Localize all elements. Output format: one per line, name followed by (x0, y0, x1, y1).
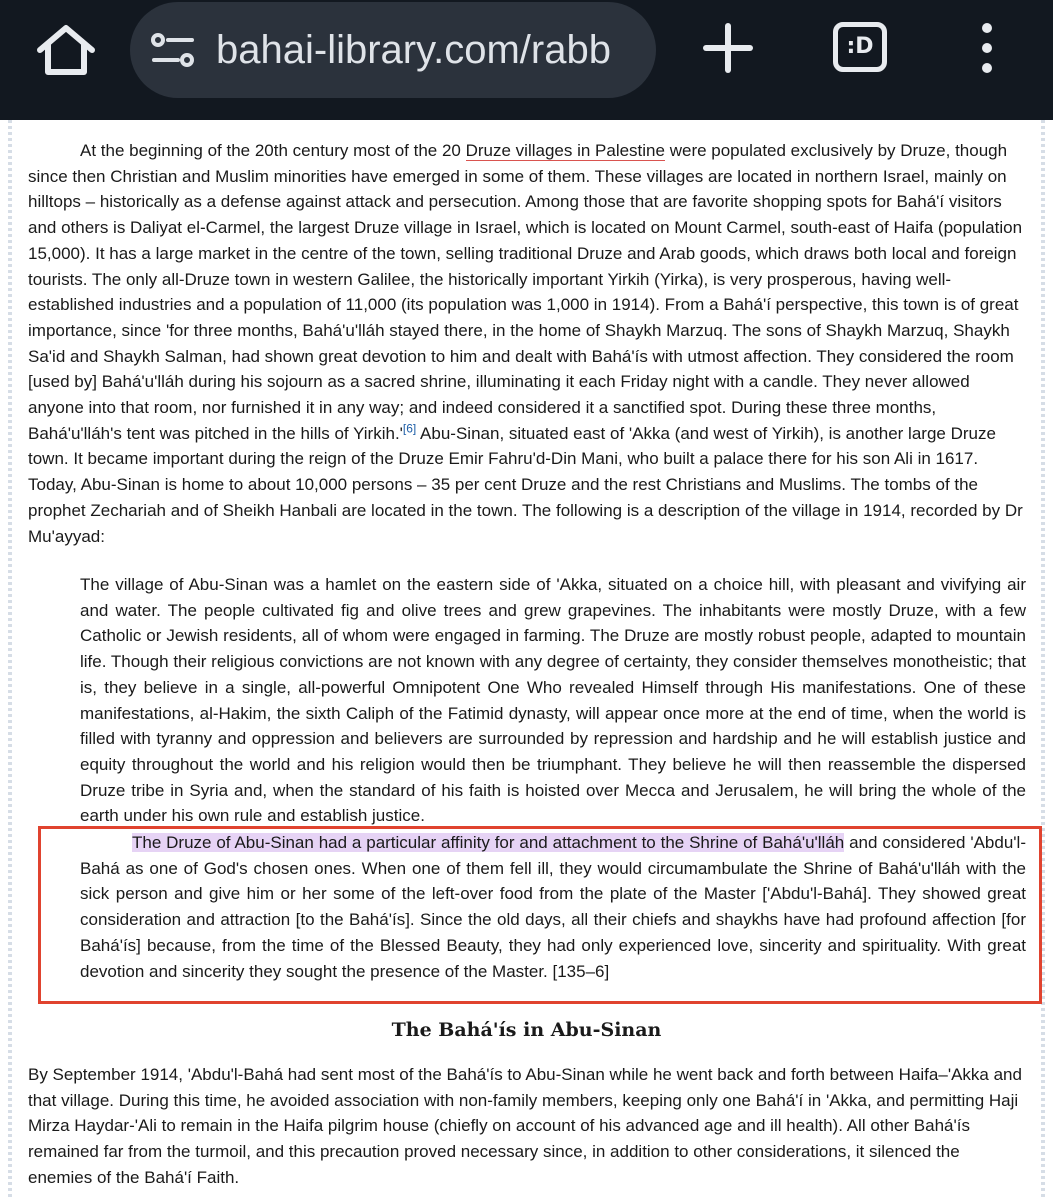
article-paragraph-1 (28, 138, 1024, 549)
new-tab-button[interactable] (700, 20, 756, 76)
highlighted-text: The Druze of Abu-Sinan had a particular affinity for and attachment to the Shrine of Bahá'u'lláh (132, 833, 845, 852)
browser-toolbar (0, 0, 1053, 120)
site-info-icon[interactable] (150, 28, 196, 72)
paragraph-text: At the beginning of the 20th century most of the 20 (80, 141, 466, 160)
block-quote-2 (80, 830, 1026, 984)
tab-switcher-button[interactable] (833, 22, 887, 72)
paragraph-text: were populated exclusively by Druze, though since then Christian and Muslim minorities have emerged in some of them. These villages are located in northern Israel, mainly on hilltops – historically as a defense against attack and persecution. Among those that are favorite shopping spots for Bahá'í visitors and others is Daliyat el-Carmel, the largest Druze village in Israel, which is located on Mount Carmel, south-east of Haifa (population 15,000). It has a large market in the centre of the town, selling traditional Druze and Arab goods, which draws both local and foreign tourists. The only all-Druze town in western Galilee, the historically important Yirkih (Yirka), is very prosperous, having well-established industries and a population of 11,000 (its population was 1,000 in 1914). From a Bahá'í perspective, this town is of great importance, since 'for three months, Bahá'u'lláh stayed there, in the home of Shaykh Marzuq. The sons of Shaykh Marzuq, Shaykh Sa'id and Shaykh Salman, had shown great devotion to him and dealt with Bahá'ís with utmost affection. They considered the room [used by] Bahá'u'lláh during his sojourn as a sacred shrine, illuminating it each Friday night with a candle. They never allowed anyone into that room, nor furnished it in any way; and indeed considered it a sanctified spot. During these three months, Bahá'u'lláh's tent was pitched in the hills of Yirkih.' (28, 141, 1023, 443)
footnote-link[interactable]: [6] (402, 421, 417, 436)
address-bar[interactable] (130, 2, 656, 98)
browser-menu-button[interactable] (972, 20, 1002, 76)
article-paragraph-3: By September 1914, 'Abdu'l-Bahá had sent most of the Bahá'ís to Abu-Sinan while he went back and forth between Haifa–'Akka and that village. During this time, he avoided association with non-family members, keeping only one Bahá'í in 'Akka, and permitting Haji Mirza Haydar-'Ali to remain in the Haifa pilgrim house (chiefly on account of his advanced age and ill health). All other Bahá'ís remained far from the turmoil, and this precaution proved necessary since, in addition to other considerations, it silenced the enemies of the Bahá'í Faith. (28, 1065, 1022, 1187)
home-button[interactable] (30, 20, 102, 80)
page-content (0, 120, 1053, 1200)
paragraph-text: Abu-Sinan, situated east of 'Akka (and west of Yirkih), is another large Druze town. It became important during the reign of the Druze Emir Fahru'd-Din Mani, who built a palace there for his son Ali in 1617. Today, Abu-Sinan is home to about 10,000 persons – 35 per cent Druze and the rest Christians and Muslims. The tombs of the prophet Zechariah and of Sheikh Hanbali are located in the town. The following is a description of the village in 1914, recorded by Dr Mu'ayyad: (28, 423, 1023, 546)
plus-icon (700, 20, 756, 76)
section-heading: The Bahá'ís in Abu-Sinan (391, 1019, 662, 1041)
vertical-dots-icon (972, 20, 1002, 76)
druze-villages-link[interactable]: Druze villages in Palestine (465, 141, 665, 160)
home-icon (30, 20, 102, 80)
url-text[interactable]: bahai-library.com/rabb (216, 28, 611, 72)
block-quote-1: The village of Abu-Sinan was a hamlet on the eastern side of 'Akka, situated on a choice hill, with pleasant and vivifying air and water. The people cultivated fig and olive trees and grew grapevines. The inhabitants were mostly Druze, with a few Catholic or Jewish residents, all of whom were engaged in farming. The Druze are mostly robust people, adapted to mountain life. Though their religious convictions are not known with any degree of certainty, they consider themselves monotheistic; that is, they believe in a single, all-powerful Omnipotent One Who revealed Himself through His manifestations. One of these manifestations, al-Hakim, the sixth Caliph of the Fatimid dynasty, will appear once more at the end of time, when the world is filled with tyranny and oppression and believers are surrounded by repression and hardship and he will establish justice and equity throughout the world and his religion would then be triumphant. They believe he will then reassemble the dispersed Druze tribe in Syria and, when the standard of his faith is hoisted over Mecca and Jerusalem, he will bring the whole of the earth under his own rule and establish justice. (80, 575, 1026, 826)
tab-switcher-icon: :D (846, 34, 874, 59)
quote-text: and considered 'Abdu'l-Bahá as one of God's chosen ones. When one of them fell ill, they would circumambulate the Shrine of Bahá'u'lláh with the sick person and give him or her some of the left-over food from the plate of the Master ['Abdu'l-Bahá]. They showed great consideration and attraction [to the Bahá'ís]. Since the old days, all their chiefs and shaykhs have had profound affection [for Bahá'ís] because, from the time of the Blessed Beauty, they had only experienced love, sincerity and spirituality. With great devotion and sincerity they sought the presence of the Master. [135–6] (80, 833, 1026, 981)
